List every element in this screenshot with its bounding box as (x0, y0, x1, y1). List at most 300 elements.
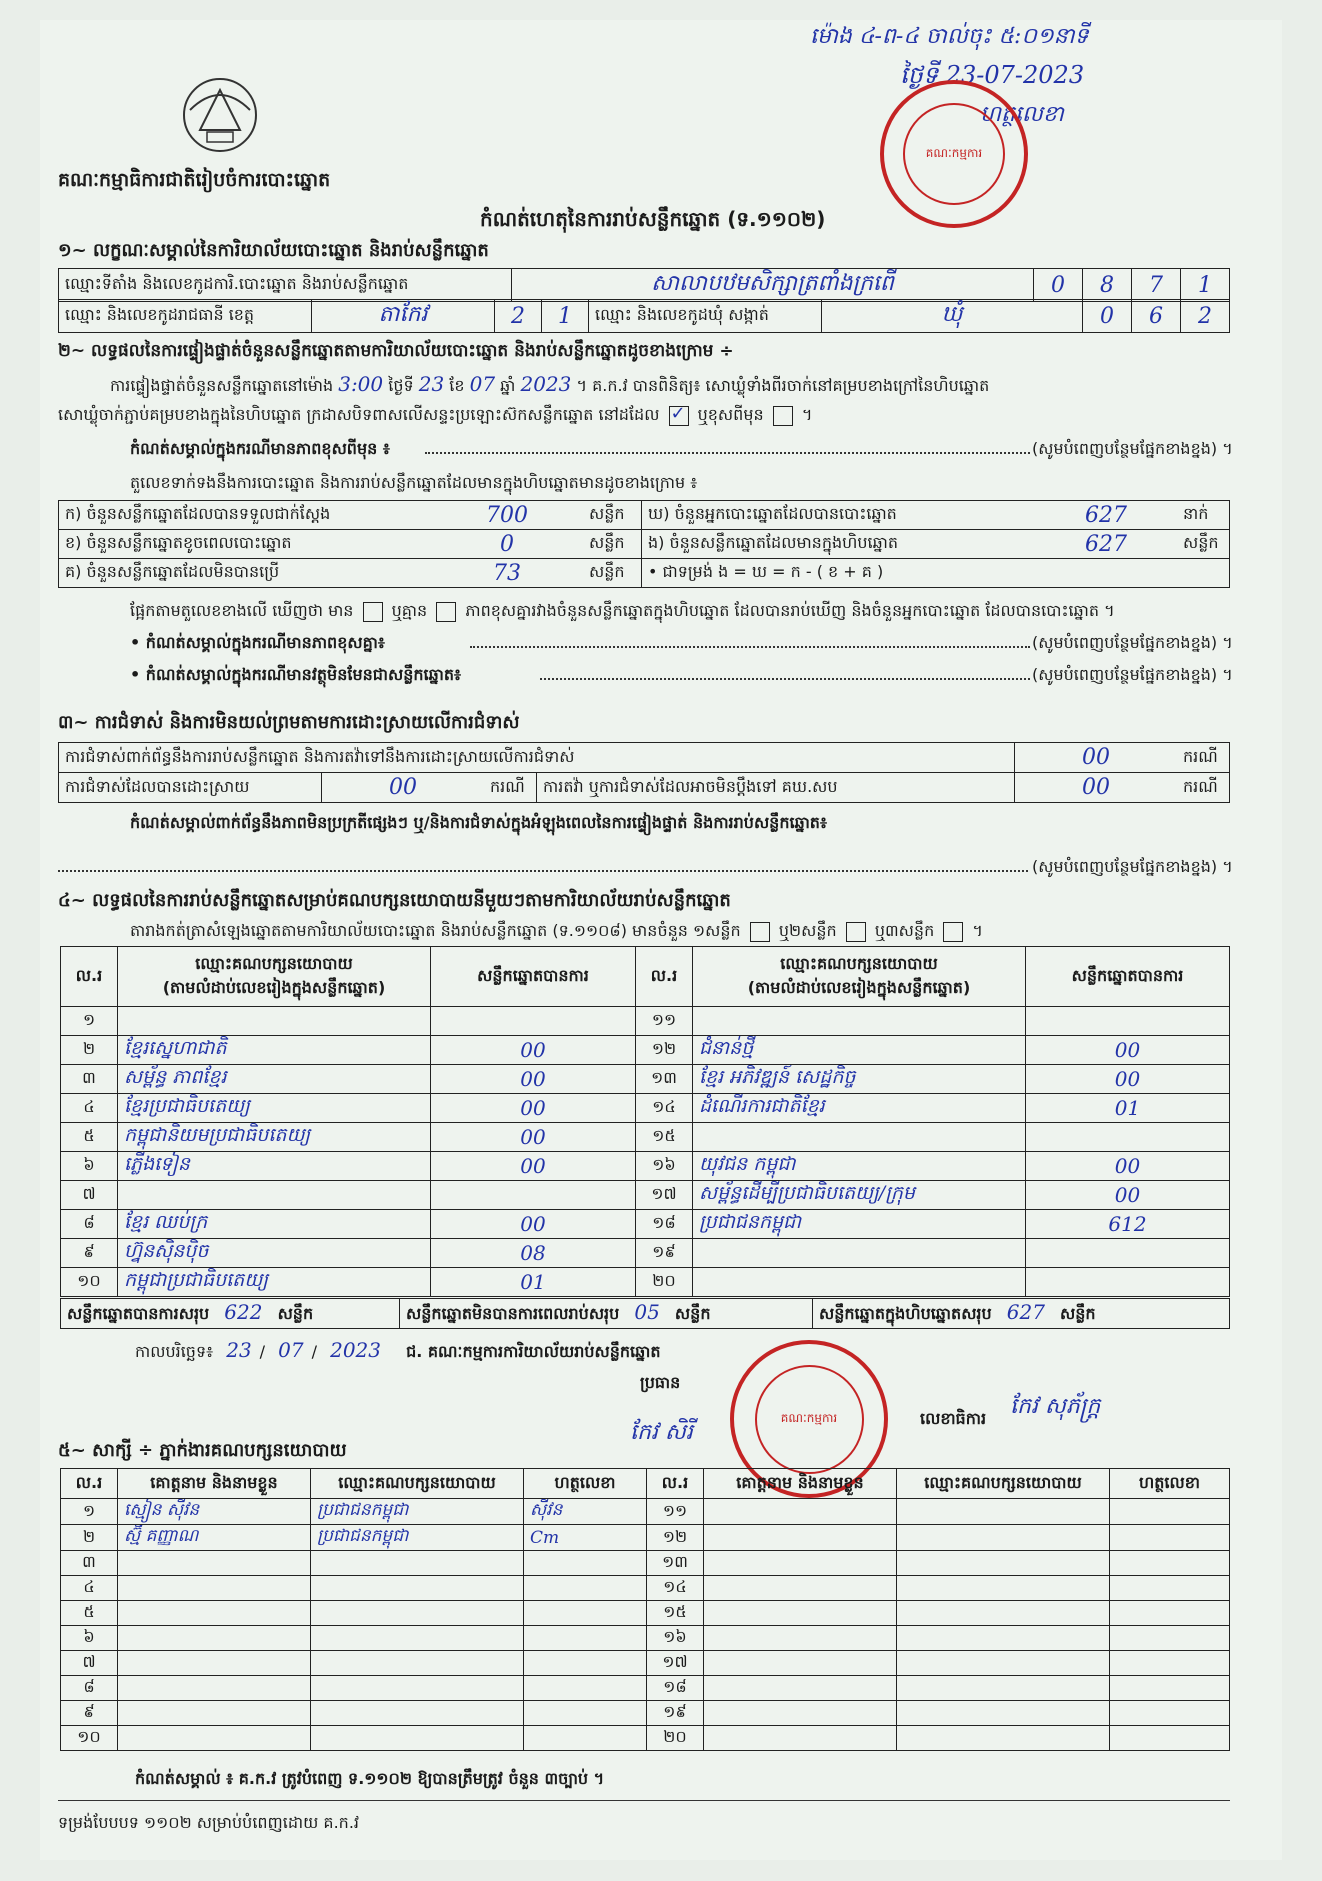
col-party: ឈ្មោះគណបក្សនយោបាយ (897, 1469, 1110, 1499)
witness-signature: Cm (524, 1525, 647, 1551)
party-votes (1026, 1268, 1230, 1297)
total-invalid-value: 05 (634, 1300, 660, 1324)
col-no: ល.រ (636, 947, 693, 1007)
commune-code-1: 0 (1083, 300, 1132, 333)
col-votes: សន្លឹកឆ្នោតបានការ (431, 947, 636, 1007)
table-row (61, 1007, 1230, 1036)
row-no: ១៧ (636, 1181, 693, 1210)
row-no: ៦ (61, 1152, 118, 1181)
table-row (61, 1123, 1230, 1152)
witness-signature (1110, 1651, 1230, 1676)
col-party: ឈ្មោះគណបក្សនយោបាយ (311, 1469, 524, 1499)
witness-signature (524, 1676, 647, 1701)
date-month: 07 (278, 1338, 304, 1362)
table-row (61, 1701, 1230, 1726)
table-row (61, 1499, 1230, 1525)
witness-party (311, 1626, 524, 1651)
resolved-label: ការជំទាស់ដែលបានដោះស្រាយ (59, 773, 322, 803)
witness-name (704, 1626, 897, 1651)
section1-title: ១~ លក្ខណៈសម្គាល់នៃការិយាល័យបោះឆ្នោត និងរាប់សន្លឹកឆ្នោត (58, 240, 489, 261)
dotted-fill-line (540, 678, 1030, 680)
appeal-label: ការតវ៉ា ឬការជំទាស់ដែលអាចមិនប្តឹងទៅ គឃ.សប (537, 773, 1015, 803)
handwritten-date-note: ថ្ងៃទី 23-07-2023 (900, 61, 1085, 89)
table-row (61, 1268, 1230, 1297)
date-day: 23 (226, 1338, 252, 1362)
witness-name (118, 1701, 311, 1726)
party-name: ប្រជាជនកម្ពុជា (693, 1210, 1026, 1239)
witness-signature (524, 1551, 647, 1576)
table-row (61, 1525, 1230, 1551)
party-votes: 612 (1026, 1210, 1230, 1239)
row-no: ៩ (61, 1701, 118, 1726)
text: ឬគ្មាន (391, 601, 428, 620)
witness-party (311, 1651, 524, 1676)
table-row (61, 1676, 1230, 1701)
text: ថ្ងៃទី (388, 376, 414, 395)
col-no: ល.រ (647, 1469, 704, 1499)
witness-name (118, 1626, 311, 1651)
angkor-emblem-icon (175, 70, 265, 160)
fill-back-note: (សូមបំពេញបន្ថែមផ្នែកខាងខ្នង) ។ (1032, 665, 1233, 684)
witness-signature (524, 1726, 647, 1751)
row-no: ១៩ (647, 1701, 704, 1726)
chair-label: ប្រធាន (640, 1373, 681, 1392)
fill-back-note: (សូមបំពេញបន្ថែមផ្នែកខាងខ្នង) ។ (1032, 857, 1233, 876)
appeal-unit: ករណី (1177, 773, 1230, 803)
two-sheets-checkbox[interactable] (846, 922, 866, 942)
party-name: ភ្លើងទៀន (118, 1152, 431, 1181)
col-no: ល.រ (61, 947, 118, 1007)
party-votes (1026, 1123, 1230, 1152)
appeal-count: 00 (1015, 773, 1178, 803)
witness-party (897, 1576, 1110, 1601)
col-name: គោត្តនាម និងនាមខ្លួន (704, 1469, 897, 1499)
row-no: ១៧ (647, 1651, 704, 1676)
row-no: ៦ (61, 1626, 118, 1651)
station-code-2: 8 (1083, 269, 1132, 302)
formula: • ជាទម្រង់ ង = ឃ = ក - ( ខ + គ ) (642, 559, 1230, 588)
resolved-unit: ករណី (484, 773, 537, 803)
witness-name (704, 1525, 897, 1551)
verify-day: 23 (418, 372, 445, 396)
row-no: ២០ (636, 1268, 693, 1297)
witness-signature (1110, 1676, 1230, 1701)
total-box-cell (813, 1299, 1230, 1329)
total-valid-label: សន្លឹកឆ្នោតបានការសរុប (67, 1304, 210, 1323)
date-line: កាលបរិច្ឆេទ៖ 23 / 07 / 2023 ជ. គណៈកម្មការការិយាល័យរាប់សន្លឹកឆ្នោត (135, 1338, 661, 1362)
party-name (693, 1239, 1026, 1268)
witness-party (897, 1701, 1110, 1726)
same-checkbox[interactable] (669, 406, 689, 426)
row-no: ១៣ (647, 1551, 704, 1576)
table-row (61, 1065, 1230, 1094)
witness-name: ស្មៀន ស៊ីវន (118, 1499, 311, 1525)
table-row (61, 1601, 1230, 1626)
party-name: ហ្វ៊ុនស៊ិនប៉ិច (118, 1239, 431, 1268)
station-code-1: 0 (1034, 269, 1083, 302)
resolved-count: 00 (322, 773, 485, 803)
party-votes: 00 (431, 1152, 636, 1181)
different-checkbox[interactable] (773, 406, 793, 426)
row-no: ៥ (61, 1601, 118, 1626)
col-no: ល.រ (61, 1469, 118, 1499)
province-label: ឈ្មោះ និងលេខកូដរាជធានី ខេត្ត (59, 300, 312, 333)
witness-signature: ស៊ីវន (524, 1499, 647, 1525)
witness-party (897, 1726, 1110, 1751)
figure-d-label: ឃ) ចំនួនអ្នកបោះឆ្នោតដែលបានបោះឆ្នោត (642, 501, 1036, 530)
figure-c-unit: សន្លឹក (583, 559, 642, 588)
row-no: ១១ (647, 1499, 704, 1525)
table-row (61, 1094, 1230, 1123)
witness-name (704, 1499, 897, 1525)
party-votes: 00 (1026, 1152, 1230, 1181)
witness-party (311, 1726, 524, 1751)
province-code-1: 2 (495, 300, 542, 333)
date-label: កាលបរិច្ឆេទ៖ (135, 1342, 214, 1361)
figure-b-unit: សន្លឹក (583, 530, 642, 559)
row-no: ២ (61, 1036, 118, 1065)
table-row (61, 1152, 1230, 1181)
row-no: ១០ (61, 1268, 118, 1297)
text: សោឃ្លុំចាក់ភ្ជាប់គម្របខាងក្នុងនៃហិបឆ្នោត ក្រដាសបិទពាសលើសន្ទះប្រឡោះស៊កសន្លឹកឆ្នោត នៅដដែល (58, 405, 660, 424)
party-name: កម្ពុជានិយមប្រជាធិបតេយ្យ (118, 1123, 431, 1152)
witness-signature (1110, 1626, 1230, 1651)
table-row (61, 1036, 1230, 1065)
witness-name (704, 1651, 897, 1676)
row-no: ១៣ (636, 1065, 693, 1094)
dotted-fill-line (425, 452, 1030, 454)
text: ឬ៣សន្លឹក (874, 921, 935, 940)
witness-name (704, 1576, 897, 1601)
row-no: ១១ (636, 1007, 693, 1036)
table-row (61, 1239, 1230, 1268)
chair-signature: កែវ សិរី (630, 1420, 693, 1445)
witness-party (897, 1551, 1110, 1576)
witness-party (897, 1499, 1110, 1525)
commune-value: ឃុំ (822, 300, 1083, 333)
row-no: ១៨ (647, 1676, 704, 1701)
row-no: ១៤ (636, 1094, 693, 1123)
witness-party (311, 1576, 524, 1601)
form-reference: ទម្រង់បែបបទ ១១០២ សម្រាប់បំពេញដោយ គ.ក.វ (58, 1813, 359, 1832)
witness-name (118, 1601, 311, 1626)
section2-title: ២~ លទ្ធផលនៃការផ្ទៀងផ្ទាត់ចំនួនសន្លឹកឆ្នោតតាមការិយាល័យបោះឆ្នោត និងរាប់សន្លឹកឆ្នោតដូចខាងក្រោម ÷ (58, 341, 734, 361)
party-name: កម្ពុជាប្រជាធិបតេយ្យ (118, 1268, 431, 1297)
party-votes: 01 (1026, 1094, 1230, 1123)
handwritten-signature-top: ហត្ថលេខា (980, 102, 1064, 127)
figure-a-value: 700 (431, 501, 583, 530)
witness-signature (524, 1701, 647, 1726)
total-box-value: 627 (1006, 1300, 1045, 1324)
form-title: កំណត់ហេតុនៃការរាប់សន្លឹកឆ្នោត (ទ.១១០២) (480, 207, 826, 231)
one-sheet-checkbox[interactable] (750, 922, 770, 942)
row-no: ១ (61, 1499, 118, 1525)
col-party-title: ឈ្មោះគណបក្សនយោបាយ (195, 953, 353, 973)
row-no: ៨ (61, 1210, 118, 1239)
fill-back-note: (សូមបំពេញបន្ថែមផ្នែកខាងខ្នង) ។ (1032, 439, 1233, 458)
official-stamp-top (880, 80, 1028, 228)
witness-party (311, 1601, 524, 1626)
date-year: 2023 (330, 1338, 381, 1362)
unit: សន្លឹក (674, 1304, 711, 1323)
party-votes (431, 1007, 636, 1036)
witness-name (118, 1551, 311, 1576)
party-name: ដំណើរការជាតិខ្មែរ (693, 1094, 1026, 1123)
party-votes (431, 1181, 636, 1210)
figure-e-label: ង) ចំនួនសន្លឹកឆ្នោតដែលមានក្នុងហិបឆ្នោត (642, 530, 1036, 559)
witness-table (60, 1468, 1230, 1751)
witness-party (897, 1626, 1110, 1651)
handwritten-time-note: ម៉ោង ៤-ព-៤ ចាល់ចុះ ៥:០១នាទី (810, 24, 1089, 49)
party-votes: 00 (431, 1065, 636, 1094)
section4-title: ៤~ លទ្ធផលនៃការរាប់សន្លឹកឆ្នោតសម្រាប់គណបក្សនយោបាយនីមួយៗតាមការិយាល័យរាប់សន្លឹកឆ្នោត (58, 890, 731, 911)
dotted-fill-line (470, 646, 1030, 648)
total-invalid-cell (400, 1299, 813, 1329)
location-table (58, 299, 1230, 333)
witness-party (311, 1701, 524, 1726)
party-name (118, 1007, 431, 1036)
row-no: ៨ (61, 1676, 118, 1701)
secretary-label: លេខាធិការ (920, 1409, 987, 1428)
row-no: ៤ (61, 1576, 118, 1601)
party-name: ខ្មែរប្រជាធិបតេយ្យ (118, 1094, 431, 1123)
col-votes: សន្លឹកឆ្នោតបានការ (1026, 947, 1230, 1007)
figure-e-value: 627 (1035, 530, 1177, 559)
party-votes: 00 (431, 1123, 636, 1152)
station-value: សាលាបឋមសិក្សាត្រពាំងក្រពើ (512, 269, 1034, 302)
party-name: ខ្មែរ ឈប់ក្រ (118, 1210, 431, 1239)
witness-name (118, 1676, 311, 1701)
figures-intro: តួលេខទាក់ទងនឹងការបោះឆ្នោត និងការរាប់សន្លឹកឆ្នោតដែលមានក្នុងហិបឆ្នោតមានដូចខាងក្រោម ៖ (130, 473, 698, 492)
figure-e-unit: សន្លឹក (1177, 530, 1230, 559)
national-emblem (175, 70, 265, 160)
text: ភាពខុសគ្នារវាងចំនួនសន្លឹកឆ្នោតក្នុងហិបឆ្នោត ដែលបានរាប់ឃើញ និងចំនួនអ្នកបោះឆ្នោត ដែលបានបោះឆ្នោត ។ (465, 601, 1115, 620)
witness-party: ប្រជាជនកម្ពុជា (311, 1499, 524, 1525)
witness-name (118, 1651, 311, 1676)
row-no: ២០ (647, 1726, 704, 1751)
row-no: ៣ (61, 1065, 118, 1094)
station-code-3: 7 (1132, 269, 1181, 302)
verify-year: 2023 (520, 372, 572, 396)
witness-name (704, 1601, 897, 1626)
row-no: ៤ (61, 1094, 118, 1123)
figure-d-value: 627 (1035, 501, 1177, 530)
commune-code-2: 6 (1132, 300, 1181, 333)
party-name (693, 1007, 1026, 1036)
non-ballot-bullet: • កំណត់សម្គាល់ក្នុងករណីមានវត្ថុមិនមែនជាសន្លឹកឆ្នោត៖ (130, 665, 462, 684)
witness-signature (1110, 1726, 1230, 1751)
no-difference-checkbox[interactable] (436, 602, 456, 622)
row-no: ១៩ (636, 1239, 693, 1268)
figure-d-unit: នាក់ (1177, 501, 1230, 530)
witness-signature (524, 1576, 647, 1601)
witness-name (118, 1576, 311, 1601)
footer-divider (58, 1800, 1230, 1801)
stamp-text: គណៈកម្មការ (755, 1365, 864, 1474)
unit: សន្លឹក (1060, 1304, 1096, 1323)
witness-name (704, 1701, 897, 1726)
record-sheets-line (130, 920, 983, 944)
witness-signature (1110, 1576, 1230, 1601)
row-no: ៣ (61, 1551, 118, 1576)
party-votes: 01 (431, 1268, 636, 1297)
table-row (61, 1726, 1230, 1751)
verification-paragraph-1 (110, 372, 989, 399)
text: តារាងកត់ត្រាសំឡេងឆ្នោតតាមការិយាល័យបោះឆ្នោត និងរាប់សន្លឹកឆ្នោត (ទ.១១០៨) មានចំនួន ១សន្លឹក (130, 921, 741, 940)
total-box-label: សន្លឹកឆ្នោតក្នុងហិបឆ្នោតសរុប (819, 1304, 992, 1323)
dotted-fill-line (58, 870, 1028, 872)
verification-paragraph-2 (58, 404, 812, 428)
party-name: ជំនាន់ថ្មី (693, 1036, 1026, 1065)
text: ផ្អែកតាមតួលេខខាងលើ ឃើញថា មាន (130, 601, 354, 620)
witness-party (897, 1676, 1110, 1701)
col-name: គោត្តនាម និងនាមខ្លួន (118, 1469, 311, 1499)
fill-back-note: (សូមបំពេញបន្ថែមផ្នែកខាងខ្នង) ។ (1032, 633, 1233, 652)
total-valid-value: 622 (224, 1300, 263, 1324)
table-row (61, 1551, 1230, 1576)
has-difference-checkbox[interactable] (363, 602, 383, 622)
row-no: ៧ (61, 1181, 118, 1210)
objection-table (58, 742, 1230, 803)
party-votes: 00 (431, 1210, 636, 1239)
witness-party (311, 1676, 524, 1701)
text: ។ (801, 405, 813, 424)
table-row (61, 1651, 1230, 1676)
row-no: ១ (61, 1007, 118, 1036)
party-votes (1026, 1007, 1230, 1036)
row-no: ១២ (636, 1036, 693, 1065)
table-row (61, 1626, 1230, 1651)
party-votes: 00 (1026, 1036, 1230, 1065)
table-row (61, 1181, 1230, 1210)
three-sheets-checkbox[interactable] (943, 922, 963, 942)
total-valid-cell (61, 1299, 400, 1329)
party-name (693, 1268, 1026, 1297)
station-label: ឈ្មោះទីតាំង និងលេខកូដការិ.បោះឆ្នោត និងរាប់សន្លឹកឆ្នោត (59, 269, 512, 302)
figure-b-value: 0 (431, 530, 583, 559)
witness-name (118, 1726, 311, 1751)
witness-signature (524, 1651, 647, 1676)
row-no: ១៦ (636, 1152, 693, 1181)
witness-signature (524, 1626, 647, 1651)
difference-note-label: កំណត់សម្គាល់ក្នុងករណីមានភាពខុសពីមុន ៖ (130, 439, 390, 458)
verify-month: 07 (469, 372, 496, 396)
table-row (61, 1576, 1230, 1601)
row-no: ៥ (61, 1123, 118, 1152)
text: ការផ្ទៀងផ្ទាត់ចំនួនសន្លឹកឆ្នោតនៅម៉ោង (110, 376, 334, 395)
party-name: សម្ព័ន្ធ ភាពខ្មែរ (118, 1065, 431, 1094)
witness-party (897, 1651, 1110, 1676)
unit: សន្លឹក (277, 1304, 314, 1323)
text: ឬ២សន្លឹក (778, 921, 837, 940)
committee-name: គណៈកម្មាធិការជាតិរៀបចំការបោះឆ្នោត (58, 169, 331, 191)
text: ឬខុសពីមុន (697, 405, 764, 424)
col-party-sub: (តាមលំដាប់លេខរៀងក្នុងសន្លឹកឆ្នោត) (747, 977, 971, 997)
station-code-4: 1 (1181, 269, 1230, 302)
party-results-table (60, 946, 1230, 1297)
section5-title: ៥~ សាក្សី ÷ ភ្នាក់ងារគណបក្សនយោបាយ (58, 1440, 347, 1461)
secretary-signature: កែវ សុភ័ក្ត្រ (1010, 1394, 1101, 1419)
ballot-figures-table (58, 500, 1230, 588)
witness-name (704, 1726, 897, 1751)
col-party-title: ឈ្មោះគណបក្សនយោបាយ (780, 953, 938, 973)
col-party (118, 947, 431, 1007)
witness-signature (1110, 1601, 1230, 1626)
table-row (61, 1210, 1230, 1239)
text: ។ (972, 921, 983, 940)
party-name: ខ្មែរស្នេហាជាតិ (118, 1036, 431, 1065)
party-name: ខ្មែរ អភិវឌ្ឍន៍ សេដ្ឋកិច្ច (693, 1065, 1026, 1094)
witness-name (704, 1551, 897, 1576)
party-votes: 00 (1026, 1181, 1230, 1210)
row-no: ១៥ (636, 1123, 693, 1152)
row-no: ១២ (647, 1525, 704, 1551)
province-code-2: 1 (542, 300, 589, 333)
witness-signature (1110, 1525, 1230, 1551)
counting-committee: ជ. គណៈកម្មការការិយាល័យរាប់សន្លឹកឆ្នោត (406, 1342, 661, 1361)
col-sign: ហត្ថលេខា (524, 1469, 647, 1499)
witness-party (897, 1525, 1110, 1551)
commune-label: ឈ្មោះ និងលេខកូដឃុំ សង្កាត់ (589, 300, 822, 333)
row-no: ១៤ (647, 1576, 704, 1601)
party-name (118, 1181, 431, 1210)
figure-a-label: ក) ចំនួនសន្លឹកឆ្នោតដែលបានទទួលជាក់ស្តែង (59, 501, 432, 530)
totals-table (60, 1298, 1230, 1329)
station-identity-table (58, 268, 1230, 302)
figure-a-unit: សន្លឹក (583, 501, 642, 530)
witness-party (897, 1601, 1110, 1626)
witness-signature (1110, 1551, 1230, 1576)
party-votes (1026, 1239, 1230, 1268)
objection-unit: ករណី (1177, 743, 1230, 773)
party-votes: 00 (431, 1094, 636, 1123)
text: ។ គ.ក.វ បានពិនិត្យ៖ សោឃ្លុំទាំងពីរចាក់នៅគម្របខាងក្រៅនៃហិបឆ្នោត (576, 376, 990, 395)
party-votes: 00 (1026, 1065, 1230, 1094)
party-name: សម្ព័ន្ធដើម្បីប្រជាធិបតេយ្យ/ក្រុម (693, 1181, 1026, 1210)
row-no: ២ (61, 1525, 118, 1551)
witness-party: ប្រជាជនកម្ពុជា (311, 1525, 524, 1551)
row-no: ១៦ (647, 1626, 704, 1651)
row-no: ១៨ (636, 1210, 693, 1239)
section3-title: ៣~ ការជំទាស់ និងការមិនយល់ព្រមតាមការដោះស្រាយលើការជំទាស់ (58, 712, 520, 733)
figure-b-label: ខ) ចំនួនសន្លឹកឆ្នោតខូចពេលបោះឆ្នោត (59, 530, 432, 559)
verify-time: 3:00 (338, 372, 384, 396)
province-value: តាកែវ (312, 300, 495, 333)
irregularity-note: កំណត់សម្គាល់ពាក់ព័ន្ធនឹងភាពមិនប្រក្រតីផ្សេងៗ ឬ/និងការជំទាស់ក្នុងអំឡុងពេលនៃការផ្ទៀងផ្ទាត់ និងការរាប់សន្លឹកឆ្នោត៖ (130, 813, 827, 832)
witness-name (704, 1676, 897, 1701)
witness-signature (524, 1601, 647, 1626)
witness-signature (1110, 1701, 1230, 1726)
witness-signature (1110, 1499, 1230, 1525)
total-invalid-label: សន្លឹកឆ្នោតមិនបានការពេលរាប់សរុប (406, 1304, 620, 1323)
footer-note: កំណត់សម្គាល់ ៖ គ.ក.វ ត្រូវបំពេញ ទ.១១០២ ឱ្យបានត្រឹមត្រូវ ចំនួន ៣ច្បាប់ ។ (135, 1769, 605, 1788)
col-party-sub: (តាមលំដាប់លេខរៀងក្នុងសន្លឹកឆ្នោត) (162, 977, 386, 997)
party-name: យុវជន កម្ពុជា (693, 1152, 1026, 1181)
witness-party (311, 1551, 524, 1576)
ballot-count-report-sheet (40, 20, 1282, 1860)
col-party (693, 947, 1026, 1007)
commune-code-3: 2 (1181, 300, 1230, 333)
party-name (693, 1123, 1026, 1152)
difference-check-line (130, 600, 1115, 624)
party-votes: 00 (431, 1036, 636, 1065)
party-votes: 08 (431, 1239, 636, 1268)
col-sign: ហត្ថលេខា (1110, 1469, 1230, 1499)
difference-bullet: • កំណត់សម្គាល់ក្នុងករណីមានភាពខុសគ្នា៖ (130, 633, 385, 652)
objection-count: 00 (1015, 743, 1178, 773)
stamp-text: គណៈកម្មការ (903, 103, 1005, 205)
witness-name: ស្ម៊ី គញ្ញាណ (118, 1525, 311, 1551)
